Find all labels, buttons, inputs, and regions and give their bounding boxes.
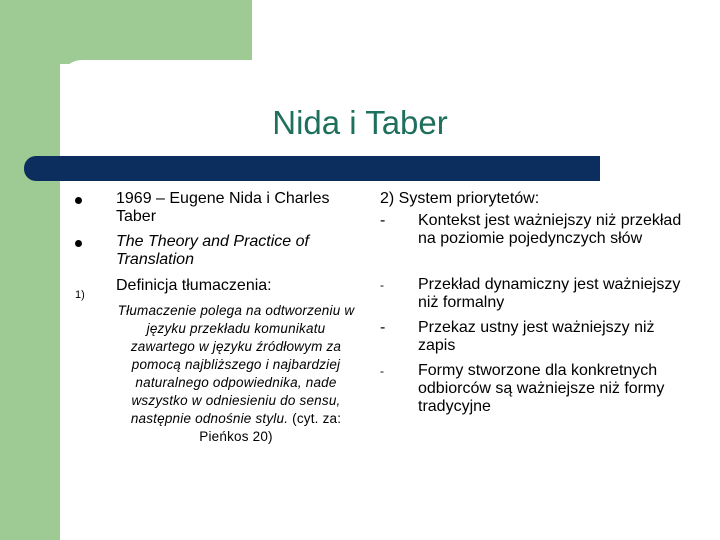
definition-quote	[116, 302, 356, 446]
priority-item: Przekład dynamiczny jest ważniejszy niż formalny	[418, 276, 681, 311]
slide-title: Nida i Taber	[272, 104, 448, 141]
priorities-heading: 2) System priorytetów:	[380, 190, 540, 207]
list-item-definition: Definicja tłumaczenia:	[116, 277, 272, 294]
bullet-item-year: 1969 – Eugene Nida i Charles Taber	[116, 190, 330, 225]
priority-item: Kontekst jest ważniejszy niż przekład na poziomie pojedynczych słów	[418, 212, 682, 247]
quote-text: Tłumaczenie polega na odtworzeniu w języku przekładu komunikatu zawartego w języku źródłowym za pomocą najbliższego i najbardziej naturalnego odpowiednika, nade wszystko w odniesieniu do sensu, następnie odnośnie stylu.	[117, 303, 355, 426]
bullet-dot-icon	[75, 240, 82, 247]
bullet-item-book-title: The Theory and Practice of Translation	[116, 233, 309, 268]
dash-marker: -	[380, 278, 384, 292]
dash-marker: -	[380, 212, 386, 229]
dash-marker: -	[380, 364, 384, 378]
quote-citation: (cyt. za: Pieńkos 20)	[199, 411, 342, 444]
title-rule-bar	[24, 156, 600, 181]
decor-green-left	[0, 0, 60, 540]
bullet-dot-icon	[75, 197, 82, 204]
list-number: 1)	[75, 289, 85, 301]
dash-marker: -	[380, 319, 386, 336]
priority-item: Przekaz ustny jest ważniejszy niż zapis	[418, 319, 655, 354]
priority-item: Formy stworzone dla konkretnych odbiorców są ważniejsze niż formy tradycyjne	[418, 362, 665, 415]
